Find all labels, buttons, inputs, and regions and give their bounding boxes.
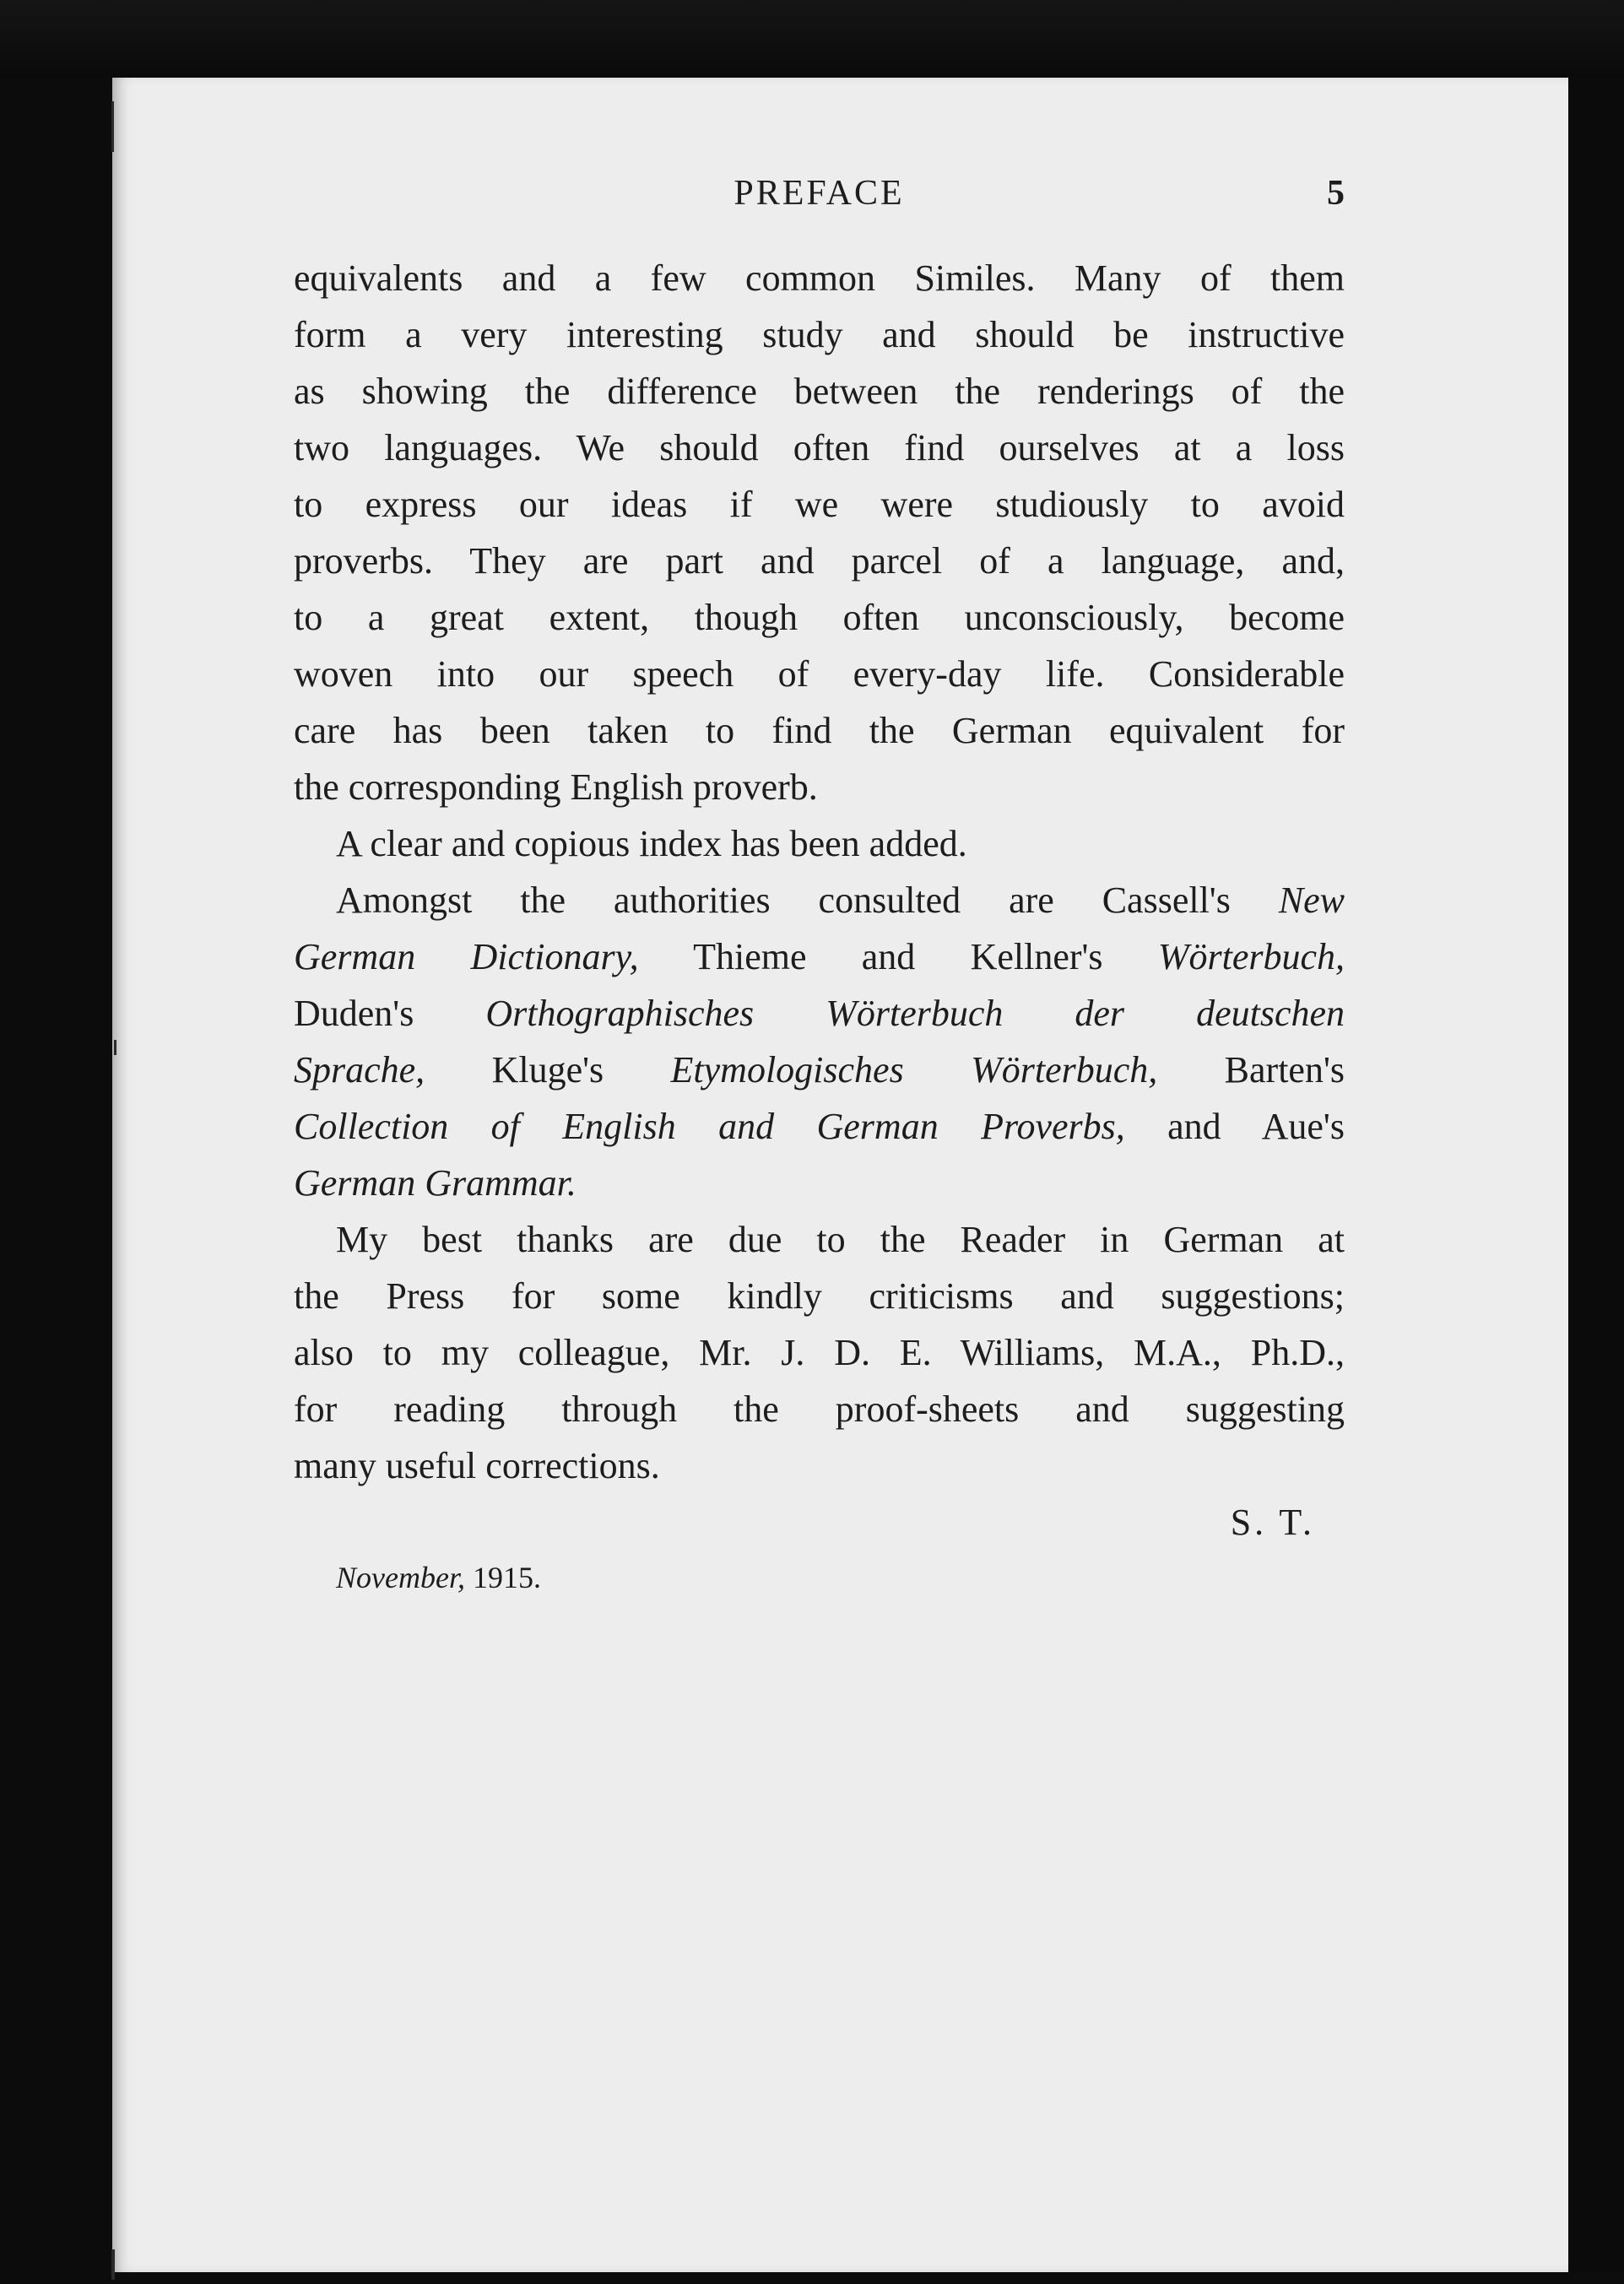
text-line: to express our ideas if we were studiously to avoid [294, 484, 1345, 525]
text-line: woven into our speech of every-day life. Considerable [294, 653, 1345, 695]
book-title: Sprache, [294, 1049, 425, 1091]
text-line: A clear and copious index has been added. [336, 823, 967, 864]
text-line [294, 1042, 1345, 1098]
text-run: Thieme and Kellner's [638, 936, 1158, 977]
book-title: Collection of English and German Proverbs, [294, 1106, 1125, 1147]
text-line: the Press for some kindly criticisms and suggestions; [294, 1275, 1345, 1317]
text-run: Barten's [1157, 1049, 1345, 1091]
signature: S. T. [1230, 1502, 1315, 1543]
date-year: 1915. [464, 1561, 541, 1594]
text-line [294, 985, 1345, 1042]
margin-mark [111, 101, 114, 152]
text-line: My best thanks are due to the Reader in German at [336, 1219, 1345, 1260]
book-title: Wörterbuch, [1157, 936, 1345, 977]
text-line: proverbs. They are part and parcel of a language, and, [294, 540, 1345, 582]
scan-border-top [0, 0, 1624, 78]
book-title: Orthographisches Wörterbuch der deutschen [485, 993, 1345, 1034]
running-head: PREFACE [734, 174, 905, 213]
text-line: two languages. We should often find ourselves at a loss [294, 427, 1345, 468]
text-line [294, 1155, 1345, 1211]
page-number: 5 [1327, 174, 1345, 213]
text-line: many useful corrections. [294, 1445, 660, 1486]
text-line: equivalents and a few common Similes. Many of them [294, 257, 1345, 299]
book-title: German Dictionary, [294, 936, 639, 977]
text-run: Amongst the authorities consulted are Cassell's [336, 880, 1279, 921]
book-title: German Grammar. [294, 1162, 577, 1204]
preface-text [294, 250, 1345, 1494]
text-line: also to my colleague, Mr. J. D. E. Williams, M.A., Ph.D., [294, 1332, 1345, 1373]
text-line: as showing the difference between the renderings of the [294, 371, 1345, 412]
book-title: New [1278, 880, 1345, 921]
text-line [294, 928, 1345, 985]
preface-date [336, 1560, 541, 1595]
text-line [294, 872, 1345, 928]
text-line: the corresponding English proverb. [294, 766, 818, 808]
text-line: for reading through the proof-sheets and suggesting [294, 1388, 1345, 1430]
text-line [294, 1098, 1345, 1155]
scan-border-right [1568, 78, 1624, 2272]
text-line: to a great extent, though often unconsciously, become [294, 597, 1345, 638]
text-run: Kluge's [425, 1049, 671, 1091]
margin-mark [114, 1040, 116, 1055]
text-line: care has been taken to find the German equivalent for [294, 710, 1345, 751]
book-title: Etymologisches Wörterbuch, [670, 1049, 1158, 1091]
page-header [294, 173, 1345, 224]
margin-mark [111, 2249, 115, 2280]
date-month: November, [336, 1561, 465, 1594]
text-run: and Aue's [1124, 1106, 1345, 1147]
text-run: Duden's [294, 993, 486, 1034]
text-line: form a very interesting study and should be instructive [294, 314, 1345, 355]
